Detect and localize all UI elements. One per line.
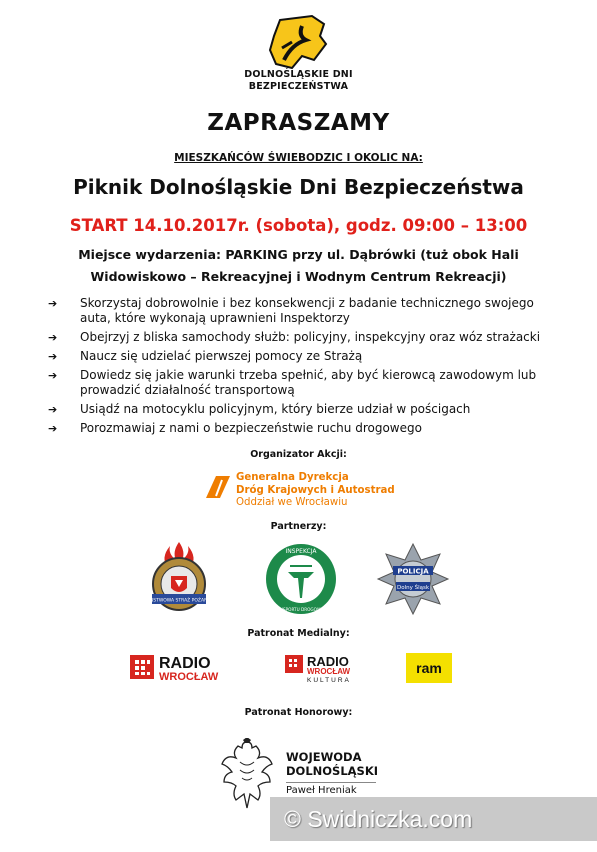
gddkia-road-icon xyxy=(204,474,232,500)
list-item xyxy=(48,421,568,436)
itd-top-text: INSPEKCJA xyxy=(285,548,317,555)
activity-text: Porozmawiaj z nami o bezpieczeństwie ruchu drogowego xyxy=(80,421,422,435)
radio1-bottom-text: WROCŁAW xyxy=(159,671,219,683)
activity-text: Dowiedz się jakie warunki trzeba spełnić, aby być kierowcą zawodowym lub prowadzić działalność transportową xyxy=(80,368,537,397)
arrow-icon: ➔ xyxy=(48,331,58,344)
arrow-icon: ➔ xyxy=(48,403,58,416)
activity-text: Obejrzyj z bliska samochody służb: policyjny, inspekcyjny oraz wóz strażacki xyxy=(80,330,541,344)
itd-bottom-text: TRANSPORTU DROGOWEGO xyxy=(271,607,331,612)
event-logo-line2: BEZPIECZEŃSTWA xyxy=(248,81,349,92)
venue-line2: Widowiskowo – Rekreacyjnej i Wodnym Centrum Rekreacji) xyxy=(90,269,507,284)
list-item xyxy=(48,296,568,326)
arrow-icon: ➔ xyxy=(48,350,58,363)
gddkia-line3: Oddział we Wrocławiu xyxy=(236,497,348,508)
radio1-top-text: RADIO xyxy=(159,655,211,672)
ram-text: ram xyxy=(416,660,442,676)
venue-info xyxy=(0,244,597,288)
activity-text: Naucz się udzielać pierwszej pomocy ze Strażą xyxy=(80,349,363,363)
radio-wroclaw-kultura-logo xyxy=(285,651,381,683)
audience-line: MIESZKAŃCÓW ŚWIEBODZIC I OKOLIC NA: xyxy=(174,152,423,164)
arrow-icon: ➔ xyxy=(48,369,58,382)
event-logo-line1: DOLNOŚLĄSKIE DNI xyxy=(244,69,353,80)
radio2-bottom-text: KULTURA xyxy=(307,677,351,683)
radio2-mid-text: WROCŁAW xyxy=(307,667,351,676)
radio-ram-logo xyxy=(406,652,452,684)
activity-text: Skorzystaj dobrowolnie i bez konsekwencji z badanie technicznego swojego auta, które wykonają uprawnieni Inspektorzy xyxy=(80,296,534,325)
gddkia-text xyxy=(236,472,395,510)
list-item xyxy=(48,368,568,398)
radio2-top-text: RADIO xyxy=(307,654,349,669)
arrow-icon: ➔ xyxy=(48,297,58,310)
headline: ZAPRASZAMY xyxy=(207,110,390,136)
watermark xyxy=(270,797,597,841)
police-top-text: POLICJA xyxy=(397,567,429,576)
list-item xyxy=(48,349,568,364)
gddkia-logo xyxy=(204,470,404,514)
wojewoda-title xyxy=(286,750,378,778)
fire-brigade-emblem-icon xyxy=(142,540,216,614)
event-title: Piknik Dolnośląskie Dni Bezpieczeństwa xyxy=(73,175,524,199)
event-start-time: START 14.10.2017r. (sobota), godz. 09:00 – 13:00 xyxy=(69,216,528,235)
activity-text: Usiądź na motocyklu policyjnym, który bierze udział w pościgach xyxy=(80,402,471,416)
list-item xyxy=(48,402,568,417)
wojewoda-line1: WOJEWODA xyxy=(286,750,362,764)
itd-emblem-icon xyxy=(264,542,338,616)
watermark-text: © Swidniczka.com xyxy=(284,806,473,832)
organizer-label: Organizator Akcji: xyxy=(250,449,347,460)
wojewoda-line2: DOLNOŚLĄSKI xyxy=(286,764,379,778)
activities-list xyxy=(48,296,568,440)
honorary-label: Patronat Honorowy: xyxy=(244,707,353,718)
police-star-emblem-icon xyxy=(376,542,450,616)
partners-label: Partnerzy: xyxy=(270,521,327,532)
fire-brigade-text: PAŃSTWOWA STRAŻ POŻARNA xyxy=(144,598,214,604)
arrow-icon: ➔ xyxy=(48,422,58,435)
radio-wroclaw-logo xyxy=(130,651,256,683)
venue-line1: Miejsce wydarzenia: PARKING przy ul. Dąbrówki (tuż obok Hali xyxy=(78,247,519,262)
event-logo-text xyxy=(0,69,597,93)
police-bottom-text: Dolny Śląsk xyxy=(396,585,430,591)
list-item xyxy=(48,330,568,345)
media-label: Patronat Medialny: xyxy=(247,628,350,639)
gddkia-line2: Dróg Krajowych i Autostrad xyxy=(236,484,395,496)
wojewoda-name: Paweł Hreniak xyxy=(286,782,376,796)
gddkia-line1: Generalna Dyrekcja xyxy=(236,472,349,483)
polish-eagle-icon xyxy=(218,738,276,812)
